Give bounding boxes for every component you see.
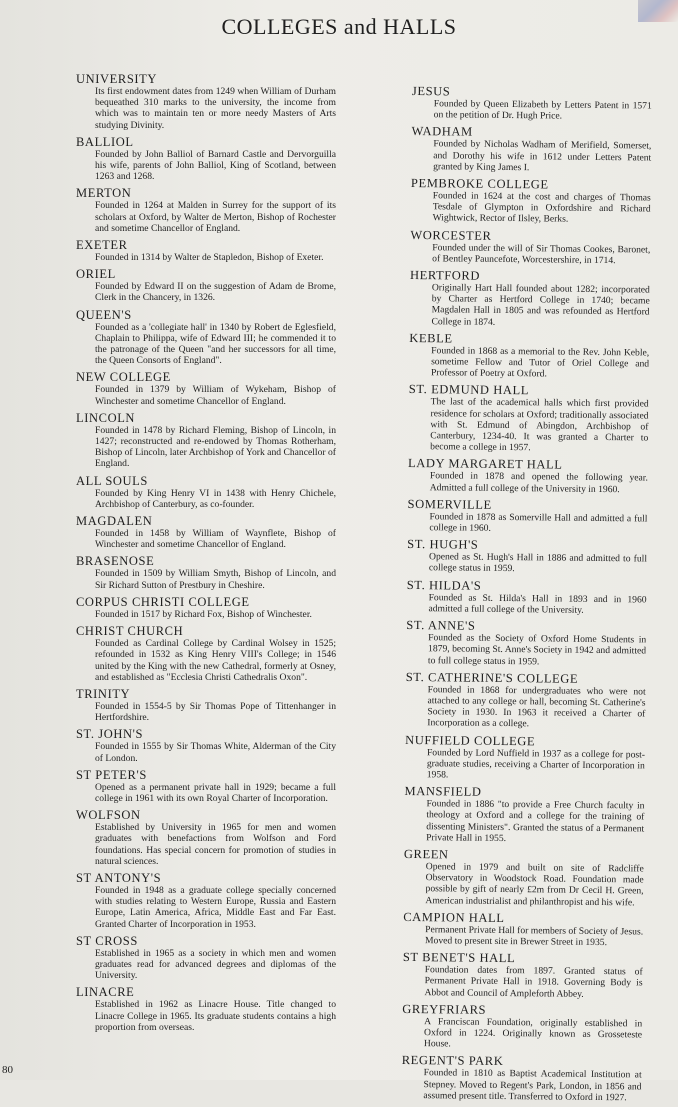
- college-name: ALL SOULS: [76, 473, 148, 488]
- college-entry: [410, 228, 650, 267]
- college-entry: [76, 186, 336, 234]
- college-entry: [409, 268, 650, 329]
- college-entry: [403, 910, 643, 949]
- college-name: ST. HUGH'S: [407, 537, 479, 553]
- college-name: WOLFSON: [76, 808, 141, 823]
- college-entry: [76, 238, 336, 263]
- college-entry: [76, 727, 336, 763]
- college-name: TRINITY: [76, 686, 131, 701]
- college-description: The last of the academical halls which first provided residence for scholars at Oxford; traditionally associated with St. Edmund of Abingdon, Archbishop of Canterbury, 1234-40. It was granted a Charter to become a college in 1957.: [430, 396, 649, 454]
- college-entry: [76, 135, 336, 183]
- college-name: ST. ANNE'S: [406, 618, 476, 633]
- right-column: [401, 84, 652, 1107]
- college-description: Founded in 1878 as Somerville Hall and admitted a full college in 1960.: [429, 511, 648, 534]
- college-entry: [76, 267, 336, 303]
- college-name: LINACRE: [76, 985, 135, 1000]
- college-name: CHRIST CHURCH: [76, 624, 184, 639]
- college-name: WORCESTER: [410, 227, 492, 243]
- college-name: BRASENOSE: [76, 554, 155, 569]
- college-entry: [407, 497, 647, 536]
- college-description: Founded in 1509 by William Smyth, Bishop of Lincoln, and Sir Richard Sutton of Prestbury in Cheshire.: [95, 568, 336, 591]
- college-name: ST. CATHERINE'S COLLEGE: [405, 669, 579, 686]
- page-title: COLLEGES and HALLS: [221, 14, 457, 39]
- college-entry: [403, 847, 644, 908]
- college-description: Founded in 1478 by Richard Fleming, Bishop of Lincoln, in 1427; reconstructed and re-endowed by Thomas Rotherham, Bishop of Lincoln, later Archbishop of York and Chancellor of England.: [95, 424, 336, 470]
- college-entry: [76, 308, 336, 367]
- college-entry: [407, 537, 647, 576]
- college-name: EXETER: [76, 238, 128, 253]
- college-name: LINCOLN: [76, 410, 136, 425]
- college-name: ST PETER'S: [76, 767, 147, 782]
- college-entry: [76, 595, 336, 620]
- college-name: NUFFIELD COLLEGE: [405, 732, 536, 748]
- college-entry: [76, 985, 336, 1033]
- college-name: BALLIOL: [76, 134, 134, 149]
- college-description: Founded by John Balliol of Barnard Castle and Dervorguilla his wife, parents of John Balliol, King of Scotland, between 1263 and 1268.: [95, 148, 336, 183]
- college-description: Opened in 1979 and built on site of Radcliffe Observatory in Woodstock Road. Foundation made possible by gift of nearly £2m from Dr Cecil H. Green, American industrialist and philanthropist and his wife.: [425, 861, 644, 908]
- college-entry: [76, 934, 336, 982]
- college-description: Founded by Lord Nuffield in 1937 as a college for post-graduate studies, receiving a Charter of Incorporation in 1958.: [426, 746, 646, 781]
- college-entry: [408, 382, 649, 455]
- college-description: Founded in 1555 by Sir Thomas White, Alderman of the City of London.: [95, 741, 336, 764]
- college-description: Founded in 1264 at Malden in Surrey for the support of its scholars at Oxford, by Walter de Merton, Bishop of Rochester and sometime Chancellor of England.: [95, 200, 336, 234]
- college-name: ST CROSS: [76, 933, 138, 948]
- college-name: ST. HILDA'S: [406, 577, 482, 593]
- college-name: CAMPION HALL: [403, 909, 505, 925]
- college-entry: [76, 768, 336, 804]
- college-name: PEMBROKE COLLEGE: [410, 176, 549, 192]
- college-name: HERTFORD: [409, 268, 481, 283]
- college-description: Founded in 1314 by Walter de Stapledon, Bishop of Exeter.: [95, 252, 324, 264]
- college-name: KEBLE: [409, 330, 453, 346]
- college-name: NEW COLLEGE: [76, 370, 171, 385]
- college-entry: [76, 687, 336, 723]
- college-entry: [76, 514, 336, 550]
- college-name: GREYFRIARS: [402, 1001, 487, 1017]
- college-description: Its first endowment dates from 1249 when William of Durham bequeathed 310 marks to the university, the income from which was to maintain ten or more needy Masters of Arts studying Divinity.: [95, 86, 336, 131]
- college-name: QUEEN'S: [76, 307, 132, 322]
- college-name: WADHAM: [411, 124, 473, 140]
- college-entry: [76, 411, 336, 470]
- college-description: Founded by Queen Elizabeth by Letters Patent in 1571 on the petition of Dr. Hugh Price.: [433, 98, 652, 122]
- college-name: ORIEL: [76, 267, 116, 282]
- college-description: Founded by Edward II on the suggestion of Adam de Brome, Clerk in the Chancery, in 1326.: [95, 281, 336, 304]
- college-description: Founded as Cardinal College by Cardinal Wolsey in 1525; refounded in 1532 as King Henry VIII's College; in 1546 united by the King with the new Cathedral, formerly at Osney, and established as "Ecclesia Christi Cathedralis Oxon".: [95, 638, 336, 683]
- college-description: Founded in 1554-5 by Sir Thomas Pope of Tittenhanger in Hertfordshire.: [95, 700, 336, 724]
- college-name: GREEN: [403, 846, 449, 862]
- college-entry: [76, 624, 336, 683]
- college-name: ST. EDMUND HALL: [408, 382, 530, 398]
- college-name: ST ANTONY'S: [76, 870, 162, 885]
- college-name: ST BENET'S HALL: [402, 950, 516, 966]
- college-entry: [411, 124, 651, 174]
- college-description: Founded under the will of Sir Thomas Cookes, Baronet, of Bentley Pauncefote, Worcestershire, in 1714.: [432, 241, 651, 266]
- college-description: Established in 1965 as a society in which men and women graduates read for advanced degrees and diplomas of the University.: [95, 947, 336, 982]
- college-description: Founded in 1886 "to provide a Free Church faculty in theology at Oxford and a college for the training of dissenting Ministers". Granted the status of a Permanent Private Hall in 1955.: [426, 798, 645, 844]
- college-entry: [76, 474, 336, 510]
- college-description: Founded in 1458 by William of Waynflete, Bishop of Winchester and sometime Chancellor of England.: [95, 528, 336, 551]
- college-description: Established in 1962 as Linacre House. Title changed to Linacre College in 1965. Its graduate students contains a high proportion from overseas.: [95, 999, 336, 1033]
- college-description: Founded in 1379 by William of Wykeham, Bishop of Winchester and sometime Chancellor of England.: [95, 384, 336, 407]
- college-description: Permanent Private Hall for members of Society of Jesus. Moved to present site in Brewer Street in 1935.: [424, 923, 644, 949]
- college-name: MANSFIELD: [404, 784, 482, 799]
- college-description: Opened as a permanent private hall in 1929; became a full college in 1961 with its own Royal Charter of Incorporation.: [95, 781, 336, 804]
- college-entry: [402, 950, 642, 1000]
- college-description: Founded in 1624 at the cost and charges of Thomas Tesdale of Glympton in Oxfordshire and Richard Wightwick, Rector of Ilsley, Berks.: [432, 190, 651, 226]
- college-description: Founded in 1868 for undergraduates who were not attached to any college or hall, becoming St. Catherine's Society in 1930. In 1963 it received a Charter of Incorporation as a college.: [427, 683, 646, 730]
- college-name: LADY MARGARET HALL: [407, 456, 563, 473]
- college-entry: [405, 732, 645, 782]
- college-description: Founded by King Henry VI in 1438 with Henry Chichele, Archbishop of Canterbury, as co-founder.: [95, 487, 336, 510]
- college-description: Founded in 1810 as Baptist Academical Institution at Stepney. Moved to Regent's Park, London, in 1856 and assumed present title. Transferred to Oxford in 1927.: [423, 1067, 642, 1104]
- college-entry: [411, 176, 651, 226]
- college-entry: [409, 331, 649, 381]
- college-name: MAGDALEN: [76, 514, 153, 529]
- college-name: MERTON: [76, 186, 132, 201]
- college-description: Established by University in 1965 for men and women graduates with benefactions from Wolfson and Ford foundations. Has special concern for promotion of studies in natural sciences.: [95, 822, 336, 867]
- college-description: Foundation dates from 1897. Granted status of Permanent Private Hall in 1918. Governing Body is Abbot and Council of Ampleforth Abbey.: [424, 964, 643, 1000]
- college-name: ST. JOHN'S: [76, 727, 144, 742]
- college-entry: [405, 670, 646, 731]
- college-description: Originally Hart Hall founded about 1282; incorporated by Charter as Hertford College in 1740; became Magdalen Hall in 1805 and was refounded as Hertford College in 1874.: [431, 282, 650, 328]
- college-name: REGENT'S PARK: [401, 1053, 504, 1069]
- college-description: Founded by Nicholas Wadham of Merifield, Somerset, and Dorothy his wife in 1612 under Letters Patent granted by King James I.: [433, 138, 652, 174]
- college-entry: [76, 871, 336, 930]
- college-description: Founded in 1948 as a graduate college specially concerned with studies relating to Western Europe, Russia and Eastern Europe, Latin America, Africa, Middle East and Far East. Granted Charter of Incorporation in 1953.: [95, 884, 336, 930]
- college-description: Founded as the Society of Oxford Home Students in 1879, becoming St. Anne's Society in 1942 and admitted to full college status in 1959.: [427, 632, 647, 667]
- college-name: JESUS: [411, 84, 451, 99]
- page-number: 80: [2, 1064, 13, 1076]
- college-entry: [76, 370, 336, 406]
- college-entry: [408, 456, 648, 495]
- college-entry: [76, 72, 336, 131]
- college-name: SOMERVILLE: [407, 496, 492, 512]
- college-description: Founded as St. Hilda's Hall in 1893 and in 1960 admitted a full college of the University.: [428, 591, 647, 616]
- college-name: CORPUS CHRISTI COLLEGE: [76, 594, 250, 609]
- college-entry: [406, 578, 646, 617]
- college-entry: [76, 554, 336, 590]
- college-entry: [76, 808, 336, 867]
- left-column: [76, 72, 336, 1037]
- college-description: Founded in 1868 as a memorial to the Rev. John Keble, sometime Fellow and Tutor of Oriel College and Professor of Poetry at Oxford.: [430, 345, 650, 380]
- college-entry: [406, 618, 646, 668]
- college-entry: [404, 784, 645, 845]
- college-description: Founded as a 'collegiate hall' in 1340 by Robert de Eglesfield, Chaplain to Philippa, wife of Edward III; he commended it to the patronage of the Queen "and her successors for all time, the Queen Consorts of England".: [95, 321, 336, 367]
- college-description: Founded in 1517 by Richard Fox, Bishop of Winchester.: [95, 608, 312, 620]
- college-entry: [402, 1002, 642, 1052]
- college-name: UNIVERSITY: [76, 72, 157, 86]
- college-entry: [412, 84, 652, 123]
- college-description: A Franciscan Foundation, originally established in Oxford in 1224. Originally known as Grosseteste House.: [423, 1015, 643, 1050]
- college-entry: [401, 1053, 641, 1103]
- college-description: Founded in 1878 and opened the following year. Admitted a full college of the University in 1960.: [429, 470, 648, 495]
- college-description: Opened as St. Hugh's Hall in 1886 and admitted to full college status in 1959.: [428, 551, 648, 575]
